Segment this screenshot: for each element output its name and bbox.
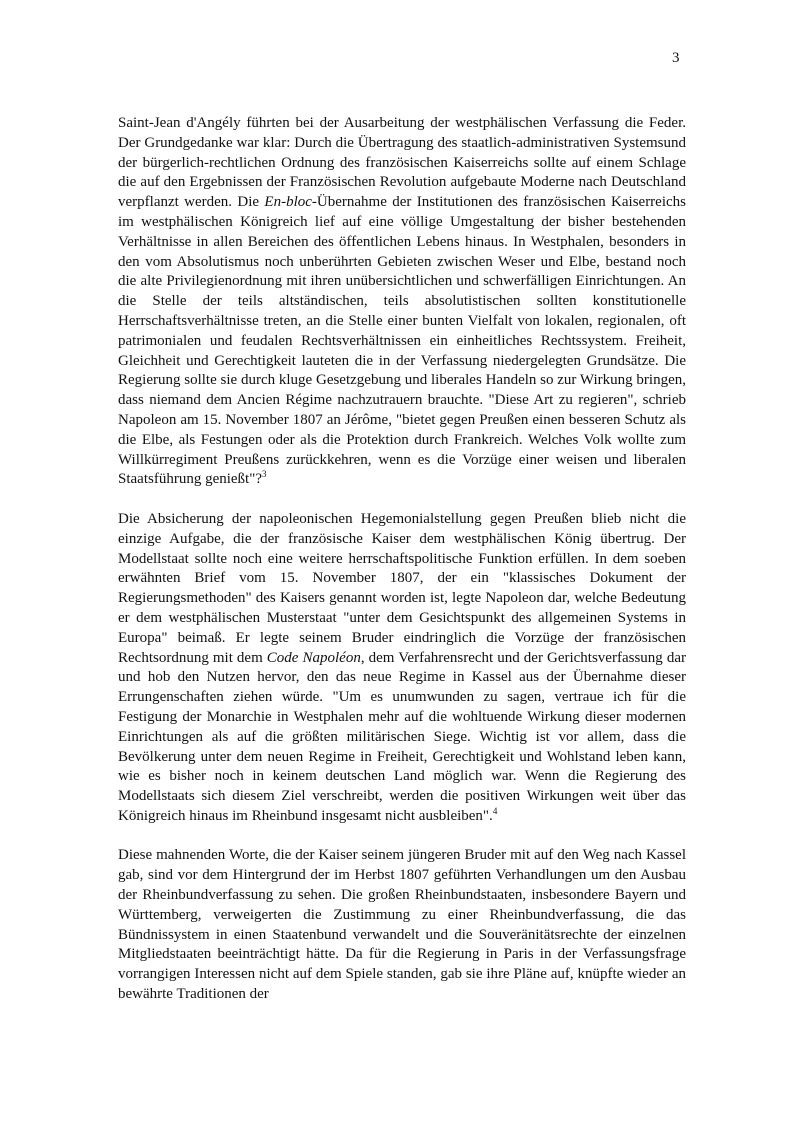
paragraph-1: [118, 114, 686, 490]
text-run: Diese mahnenden Worte, die der Kaiser seinem jüngeren Bruder mit auf den Weg nach Kassel gab, sind vor dem Hintergrund der im Herbst 1807 geführten Verhandlungen um den Ausbau der Rheinbundverfassung zu sehen. Die großen Rheinbundstaaten, insbesondere Bayern und Württemberg, verweigerten die Zustimmung zu einer Rheinbundverfassung, die das Bündnissystem in einen Staatenbund verwandelt und die Souveränitätsrechte der einzelnen Mitgliedstaaten beeinträchtigt hätte. Da für die Regierung in Paris in der Verfassungsfrage vorrangigen Interessen nicht auf dem Spiele standen, gab sie ihre Pläne auf, knüpfte wieder an bewährte Traditionen der: [118, 847, 686, 1003]
text-run: Übernahme der Institutionen des französischen Kaiserreichs im westphälischen Königreich lief auf eine völlige Umgestaltung der bisher bestehenden Verhältnisse in allen Bereichen des öffentlichen Lebens hinaus. In Westphalen, besonders in den vom Absolutismus noch unberührten Gebieten zwischen Weser und Elbe, bestand noch die alte Privilegienordnung mit ihren unübersichtlichen und schwerfälligen Einrichtungen. An die Stelle der teils altständischen, teils absolutistischen sollten konstitutionelle Herrschaftsverhältnisse treten, an die Stelle einer bunten Vielfalt von lokalen, regionalen, oft patrimonialen und feudalen Rechtsverhältnissen ein einheitliches Rechtssystem. Freiheit, Gleichheit und Gerechtigkeit lauteten die in der Verfassung niedergelegten Grundsätze. Die Regierung sollte sie durch kluge Gesetzgebung und liberales Handeln so zur Wirkung bringen, dass niemand dem Ancien Régime nachzutrauern brauchte. "Diese Art zu regieren", schrieb Napoleon am 15. November 1807 an Jérôme, "bietet gegen Preußen einen besseren Schutz als die Elbe, als Festungen oder als die Protektion durch Frankreich. Welches Volk wollte zum Willkürregiment Preußens zurückkehren, wenn es die Vorzüge einer weisen und liberalen Staatsführung genießt"?: [118, 194, 686, 488]
text-run: Die Absicherung der napoleonischen Hegemonialstellung gegen Preußen blieb nicht die einzige Aufgabe, die der französische Kaiser dem westphälischen König übertrug. Der Modellstaat sollte noch eine weitere herrschaftspolitische Funktion erfüllen. In dem soeben erwähnten Brief vom 15. November 1807, der ein "klassisches Dokument der Regierungsmethoden" des Kaisers genannt worden ist, legte Napoleon dar, welche Bedeutung er dem westphälischen Musterstaat "unter dem Gesichtspunkt des allgemeinen Systems in Europa" beimaß. Er legte seinem Bruder eindringlich die Vorzüge der französischen Rechtsordnung mit dem: [118, 510, 686, 666]
italic-term: Code Napoléon: [266, 649, 361, 666]
italic-term: En-bloc-: [264, 194, 317, 211]
paragraph-2: [118, 510, 686, 827]
body-text: [118, 114, 686, 1005]
footnote-marker: 3: [262, 469, 267, 480]
text-run: , dem Verfahrensrecht und der Gerichtsverfassung dar und hob den Nutzen hervor, den das neue Regime in Kassel aus der Übernahme dieser Errungenschaften ziehen würde. "Um es unumwunden zu sagen, vertraue ich für die Festigung der Monarchie in Westphalen mehr auf die wohltuende Wirkung dieser modernen Einrichtungen als auf die größten militärischen Siege. Wichtig ist vor allem, dass die Bevölkerung unter dem neuen Regime in Freiheit, Gerechtigkeit und Wohlstand leben kann, wie es bisher noch in keinem deutschen Land möglich war. Wenn die Regierung des Modellstaats sich diesem Ziel verschreibt, werden die positiven Wirkungen weit über das Königreich hinaus im Rheinbund insgesamt nicht ausbleiben".: [118, 649, 686, 824]
text-run: Saint-Jean d'Angély führten bei der Ausarbeitung der westphälischen Verfassung die Feder. Der Grundgedanke war klar: Durch die Übertragung des staatlich-administrativen Systemsund der bürgerlich-rechtlichen Ordnung des französischen Kaiserreichs sollte auf einem Schlage die auf den Ergebnissen der Französischen Revolution aufgebaute Moderne nach Deutschland verpflanzt werden. Die: [118, 115, 686, 211]
page-number: 3: [672, 50, 680, 66]
paragraph-3: [118, 846, 686, 1004]
footnote-marker: 4: [492, 805, 498, 816]
